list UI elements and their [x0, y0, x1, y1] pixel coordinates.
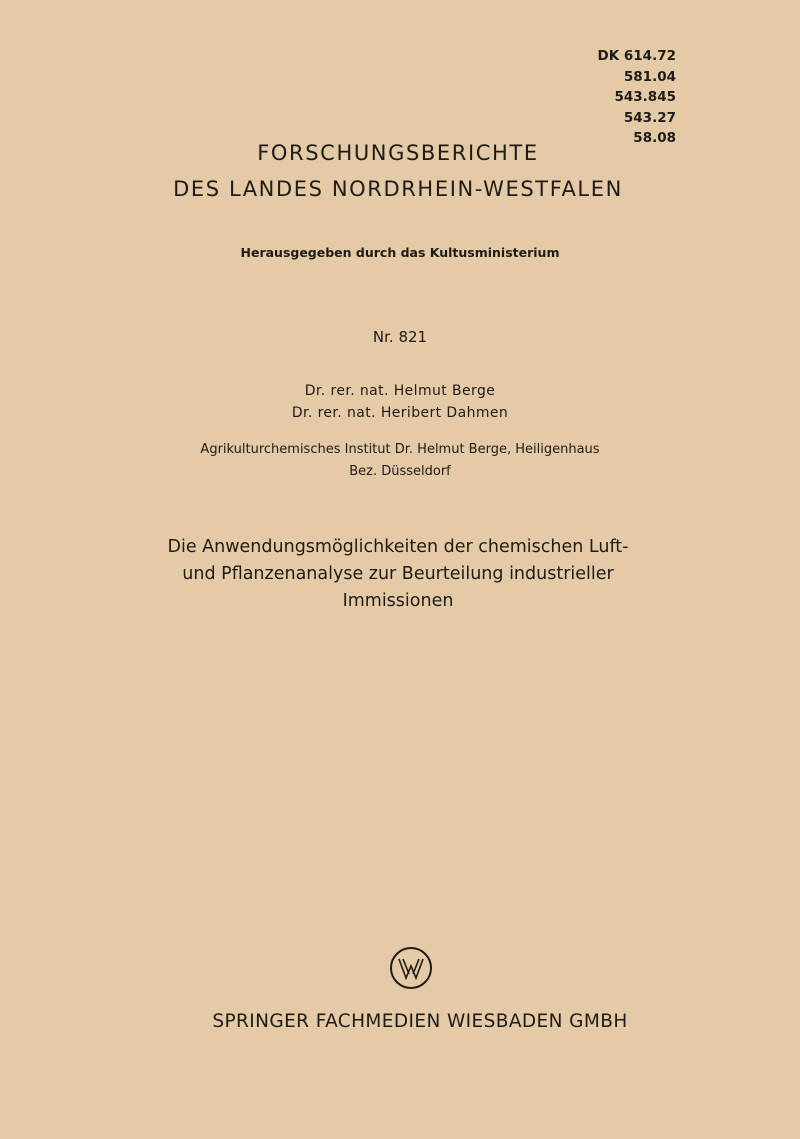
publisher-logo-icon [389, 946, 433, 990]
series-title [0, 135, 798, 207]
book-title [0, 534, 798, 615]
title-line: Immissionen [342, 591, 454, 611]
dk-code: 543.27 [623, 109, 676, 126]
dk-code: 581.04 [623, 68, 676, 85]
dk-code: 58.08 [633, 130, 676, 146]
authors [0, 380, 800, 424]
series-line-1: FORSCHUNGSBERICHTE [257, 141, 539, 165]
title-line: und Pflanzenanalyse zur Beurteilung industrieller [182, 564, 614, 584]
title-line: Die Anwendungsmöglichkeiten der chemischen Luft- [167, 537, 629, 557]
dk-code: 543.845 [614, 89, 676, 105]
institute [0, 439, 800, 483]
editor-line: Herausgegeben durch das Kultusministerium [240, 245, 560, 260]
dk-code: DK 614.72 [597, 48, 676, 64]
report-number: Nr. 821 [372, 328, 428, 346]
author: Dr. rer. nat. Helmut Berge [304, 383, 496, 399]
institute-line-1: Agrikulturchemisches Institut Dr. Helmut Berge, Heiligenhaus [200, 442, 600, 457]
publisher-name: SPRINGER FACHMEDIEN WIESBADEN GMBH [212, 1011, 628, 1032]
dk-classification [598, 46, 676, 149]
author: Dr. rer. nat. Heribert Dahmen [291, 405, 509, 421]
series-line-2: DES LANDES NORDRHEIN-WESTFALEN [173, 177, 623, 201]
institute-line-2: Bez. Düsseldorf [349, 464, 451, 479]
